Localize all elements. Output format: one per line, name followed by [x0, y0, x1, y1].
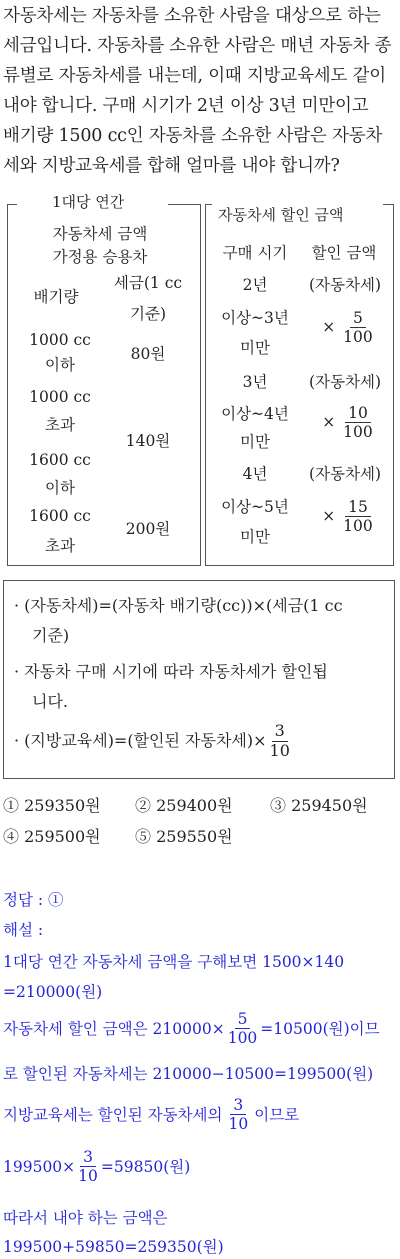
explanation-line: 199500+59850=259350(원) — [3, 1238, 224, 1256]
question-line: 세금입니다. 자동차를 소유한 사람은 매년 자동차 종 — [3, 36, 392, 56]
choice-2[interactable]: ② 259400원 — [135, 796, 233, 815]
question-line: 내야 합니다. 구매 시기가 2년 이상 3년 미만이고 — [3, 96, 369, 116]
table-cell: 1600 cc — [29, 451, 91, 469]
formula-box — [3, 580, 395, 779]
table-cell: 80원 — [130, 345, 166, 363]
formula-line: 니다. — [32, 692, 68, 711]
table-cell: 이하 — [45, 479, 75, 497]
period-header: 구매 시기 — [222, 244, 288, 262]
explanation-line: 199500× $\frac{3}{10}$ =59850(원) — [3, 1148, 191, 1186]
table-cell: 이하 — [45, 356, 75, 374]
tax-table-subtitle: 자동차세 금액 — [52, 225, 148, 243]
table-cell: (자동차세) — [309, 373, 381, 391]
displacement-header: 배기량 — [33, 288, 79, 306]
tax-table-subtitle: 가정용 승용차 — [52, 248, 148, 266]
table-cell: 3년 — [242, 373, 268, 391]
explanation-line: 로 할인된 자동차세는 210000−10500=199500(원) — [3, 1065, 374, 1083]
formula-line: 기준) — [32, 626, 70, 645]
table-cell: 미만 — [240, 528, 270, 546]
question-line: 자동차세는 자동차를 소유한 사람을 대상으로 하는 — [3, 6, 381, 26]
discount-fraction: × $\frac{15}{100}$ — [322, 498, 373, 536]
table-cell: 초과 — [45, 537, 75, 555]
discount-table-caption: 자동차세 할인 금액 — [214, 205, 347, 225]
table-border — [205, 204, 212, 213]
table-cell: 140원 — [125, 432, 171, 450]
explanation-line: 따라서 내야 하는 금액은 — [3, 1209, 168, 1227]
table-cell: 미만 — [240, 433, 270, 451]
table-border — [383, 204, 394, 213]
formula-line: · (자동차세)=(자동차 배기량(cc))×(세금(1 cc — [14, 596, 343, 615]
choice-5[interactable]: ⑤ 259550원 — [135, 827, 233, 846]
table-cell: 초과 — [45, 416, 75, 434]
explanation-line: =210000(원) — [3, 983, 103, 1001]
choice-3[interactable]: ③ 259450원 — [270, 796, 368, 815]
table-cell: 이상~3년 — [221, 309, 289, 327]
table-cell: 이상~5년 — [221, 498, 289, 516]
table-border — [7, 204, 17, 213]
discount-header: 할인 금액 — [311, 244, 377, 262]
formula-line: · 자동차 구매 시기에 따라 자동차세가 할인됩 — [14, 662, 328, 681]
explanation-line: 자동차세 할인 금액은 210000× $\frac{5}{100}$ =10500(원)이므 — [3, 1010, 380, 1048]
explanation-line: 1대당 연간 자동차세 금액을 구해보면 1500×140 — [3, 953, 345, 971]
table-cell: 1600 cc — [29, 507, 91, 525]
tax-header: 기준) — [130, 305, 166, 323]
explanation-label: 해설 : — [3, 921, 44, 939]
choice-4[interactable]: ④ 259500원 — [3, 827, 101, 846]
table-cell: 4년 — [242, 465, 268, 483]
table-cell: 2년 — [242, 276, 268, 294]
table-cell: 1000 cc — [29, 388, 91, 406]
question-line: 배기량 1500 cc인 자동차를 소유한 사람은 자동차 — [3, 126, 383, 146]
question-line: 류별로 자동차세를 내는데, 이때 지방교육세도 같이 — [3, 66, 386, 86]
table-cell: 200원 — [125, 520, 171, 538]
explanation-line: 지방교육세는 할인된 자동차세의 $\frac{3}{10}$ 이므로 — [3, 1096, 300, 1134]
table-cell: 이상~4년 — [221, 405, 289, 423]
table-cell: (자동차세) — [309, 465, 381, 483]
table-border — [168, 204, 201, 213]
tax-header: 세금(1 cc — [113, 274, 183, 292]
table-cell: 미만 — [240, 339, 270, 357]
discount-fraction: × $\frac{10}{100}$ — [322, 404, 373, 442]
discount-fraction: × $\frac{5}{100}$ — [322, 309, 373, 347]
formula-line: · (지방교육세)=(할인된 자동차세)× $\frac{3}{10}$ — [14, 721, 290, 760]
table-cell: 1000 cc — [29, 331, 91, 349]
table-cell: (자동차세) — [309, 276, 381, 294]
answer-label: 정답 : ① — [3, 891, 64, 909]
question-line: 세와 지방교육세를 합해 얼마를 내야 합니까? — [3, 156, 340, 176]
tax-table-caption: 1대당 연간 — [48, 192, 128, 212]
choice-1[interactable]: ① 259350원 — [3, 796, 101, 815]
